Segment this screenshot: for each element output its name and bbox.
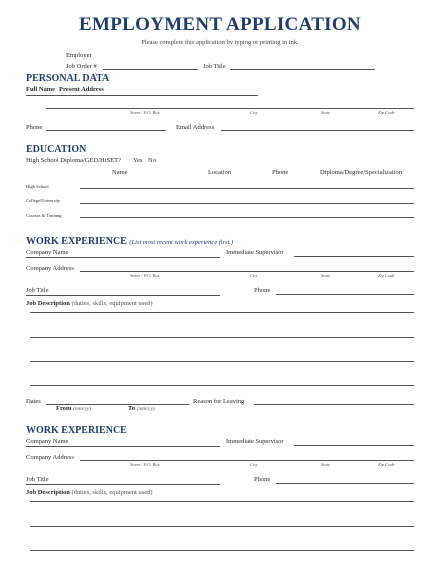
personal-data-heading: PERSONAL DATA	[26, 73, 110, 84]
full-name-label: Full Name	[26, 86, 56, 93]
edu-col-name: Name	[112, 169, 128, 176]
work1-job-desc-hint: (duties, skills, equipment used)	[71, 300, 153, 307]
diploma-question: High School Diploma/GED/HiSET?	[26, 157, 121, 164]
work1-addr-hint-street: Street / P.O. Box	[130, 273, 160, 278]
work1-to-hint: (mm/yy)	[136, 406, 155, 412]
edu-col-phone: Phone	[272, 169, 289, 176]
work1-reason-label: Reason for Leaving	[193, 398, 245, 405]
work1-addr-hint-city: City	[250, 273, 258, 278]
work2-company-name-label: Company Name	[26, 438, 69, 445]
job-order-label: Job Order #	[66, 63, 97, 70]
work1-job-desc-line-3[interactable]	[30, 361, 414, 362]
work1-from-label: From	[56, 405, 72, 412]
work1-job-title-field[interactable]	[26, 295, 220, 296]
work1-to	[128, 405, 155, 412]
work2-job-desc-line-2[interactable]	[30, 526, 414, 527]
page-title: EMPLOYMENT APPLICATION	[79, 14, 361, 35]
present-address-label: Present Address	[59, 86, 104, 93]
job-title-label: Job Title	[203, 63, 226, 70]
edu-row-courses: Courses & Training	[26, 213, 62, 218]
work1-phone-label: Phone	[254, 287, 271, 294]
work1-from	[56, 405, 91, 412]
work1-note: (List most recent work experience first.)	[129, 239, 234, 246]
work1-addr-hint-state: State	[321, 273, 330, 278]
work1-company-name-label: Company Name	[26, 249, 69, 256]
work1-job-desc-label	[26, 300, 153, 307]
work1-job-desc-text: Job Description	[26, 300, 70, 307]
addr-hint-state: State	[321, 110, 330, 115]
work2-supervisor-label: Immediate Supervisor	[226, 438, 284, 445]
page-subtitle: Please complete this application by typing or printing in ink.	[141, 39, 299, 46]
work2-job-desc-hint: (duties, skills, equipment used)	[71, 489, 153, 496]
work2-job-desc-label	[26, 489, 153, 496]
work1-job-desc-line-4[interactable]	[30, 385, 414, 386]
employer-label: Employer	[66, 52, 92, 59]
email-field[interactable]	[221, 130, 414, 131]
work1-heading-text: WORK EXPERIENCE	[26, 236, 127, 247]
work2-company-name-field[interactable]	[26, 446, 220, 447]
work1-phone-field[interactable]	[276, 294, 414, 295]
work2-job-desc-line-1[interactable]	[30, 501, 414, 502]
work1-addr-hint-zip: Zip Code	[378, 273, 395, 278]
work2-heading: WORK EXPERIENCE	[26, 425, 127, 436]
work2-company-address-label: Company Address	[26, 454, 74, 461]
work1-job-title-label: Job Title	[26, 287, 49, 294]
work2-job-title-field[interactable]	[26, 484, 220, 485]
work2-addr-hint-zip: Zip Code	[378, 462, 395, 467]
email-label: Email Address	[176, 124, 215, 131]
edu-college-field[interactable]	[80, 203, 414, 204]
addr-hint-zip: Zip Code	[378, 110, 395, 115]
work2-phone-field[interactable]	[276, 483, 414, 484]
work2-job-title-label: Job Title	[26, 476, 49, 483]
work1-dates-label: Dates	[26, 398, 41, 405]
job-order-field[interactable]	[103, 69, 198, 70]
diploma-yes[interactable]: Yes	[133, 157, 143, 164]
work2-job-desc-line-3[interactable]	[30, 550, 414, 551]
work2-job-desc-text: Job Description	[26, 489, 70, 496]
work1-company-address-label: Company Address	[26, 265, 74, 272]
work1-to-label: To	[128, 405, 135, 412]
work2-addr-hint-street: Street / P.O. Box	[130, 462, 160, 467]
edu-courses-field[interactable]	[80, 217, 414, 218]
job-title-field[interactable]	[230, 69, 375, 70]
work2-addr-hint-city: City	[250, 462, 258, 467]
work2-phone-label: Phone	[254, 476, 271, 483]
phone-label: Phone	[26, 124, 43, 131]
phone-field[interactable]	[46, 130, 166, 131]
work1-from-hint: (mm/yy)	[73, 406, 92, 412]
work2-company-address-field[interactable]	[80, 460, 414, 461]
work1-job-desc-line-2[interactable]	[30, 337, 414, 338]
education-heading: EDUCATION	[26, 144, 87, 155]
diploma-no[interactable]: No	[148, 157, 156, 164]
work1-heading	[26, 236, 233, 247]
work1-supervisor-field[interactable]	[294, 256, 414, 257]
work1-company-address-field[interactable]	[80, 271, 414, 272]
work2-addr-hint-state: State	[321, 462, 330, 467]
work1-company-name-field[interactable]	[26, 257, 220, 258]
present-address-field[interactable]	[46, 108, 414, 109]
edu-col-diploma: Diploma/Degree/Specialization	[320, 169, 402, 176]
edu-row-high-school: High School	[26, 184, 49, 189]
work1-job-desc-line-1[interactable]	[30, 312, 414, 313]
full-name-field[interactable]	[26, 95, 258, 96]
addr-hint-city: City	[250, 110, 258, 115]
work1-reason-field[interactable]	[254, 404, 414, 405]
work1-supervisor-label: Immediate Supervisor	[226, 249, 284, 256]
addr-hint-street: Street / P.O. Box	[130, 110, 160, 115]
edu-row-college: College/University	[26, 198, 61, 203]
edu-high-school-field[interactable]	[80, 188, 414, 189]
work2-supervisor-field[interactable]	[294, 445, 414, 446]
edu-col-location: Location	[208, 169, 232, 176]
